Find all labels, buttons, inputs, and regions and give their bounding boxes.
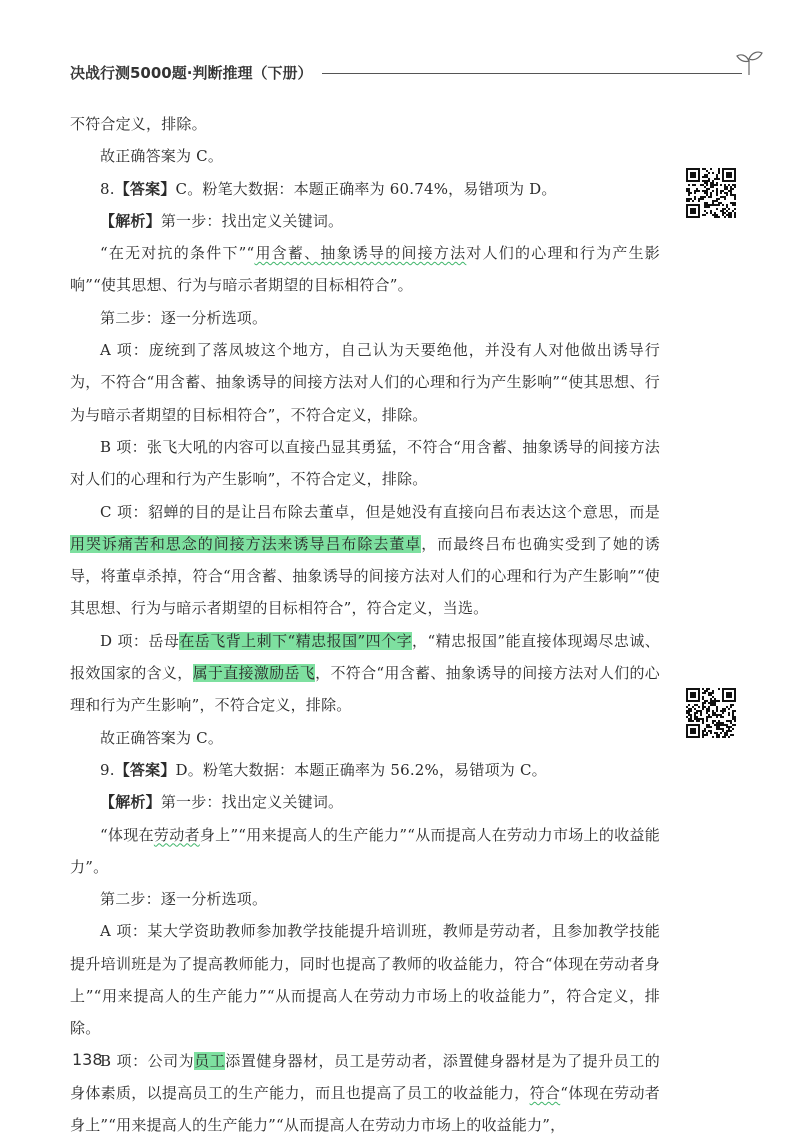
text-run: B 项：张飞大吼的内容可以直接凸显其勇猛，不符合“用含蓄、抽象诱导的间接方法对人们的心理和行为产生影响”，不符合定义，排除。 [70, 437, 660, 489]
qr-code-icon[interactable] [686, 168, 736, 218]
text-run: 第二步：逐一分析选项。 [100, 308, 268, 327]
qr-code-icon[interactable] [686, 688, 736, 738]
paragraph [70, 754, 660, 786]
text-run: B 项：公司为 [100, 1051, 195, 1070]
paragraph [70, 140, 660, 172]
paragraph [70, 431, 660, 496]
sprout-icon [734, 46, 764, 76]
text-run: ，不符合“用含蓄、抽象诱导的间接方法对人们的心理和行为产生影响”，不符合定义，排除。 [70, 664, 661, 715]
text-run: D 项：岳母 [100, 631, 180, 650]
section-label: 【答案】 [114, 179, 176, 198]
text-run: ，而最终吕布也确实受到了她的诱导，将董卓杀掉，符合“用含蓄、抽象诱导的间接方法对人们的心理和行为产生影响”“使其思想、行为与暗示者期望的目标相符合”，符合定义，当选。 [70, 534, 660, 618]
paragraph [70, 915, 660, 1044]
text-run: 9. [100, 760, 115, 779]
highlighted-text: 用哭诉痛苦和思念的间接方法来诱导吕布除去董卓 [70, 534, 422, 553]
paragraph [70, 302, 660, 334]
header-rule [322, 73, 742, 74]
text-run: 8. [100, 179, 115, 198]
underlined-keyword: 用含蓄、抽象诱导的间接方法 [254, 244, 467, 263]
text-run: 身上”“用来提高人的生产能力”“从而提高人在劳动力市场上的收益能力”。 [70, 825, 660, 876]
paragraph [70, 237, 660, 302]
header-title: 决战行测5000题·判断推理（下册） [70, 64, 313, 82]
paragraph [70, 786, 660, 818]
paragraph [70, 173, 660, 205]
paragraph [70, 334, 660, 431]
page-number: 138 [72, 1050, 103, 1069]
text-run: ，“精忠报国”能直接体现竭尽忠诚、报效国家的含义， [70, 631, 660, 683]
paragraph [70, 108, 660, 140]
text-run: 第二步：逐一分析选项。 [100, 890, 268, 909]
answer-explanation-text [70, 108, 660, 1142]
text-run: 故正确答案为 C。 [100, 147, 224, 166]
text-run: D。粉笔大数据：本题正确率为 56.2%，易错项为 C。 [175, 760, 547, 779]
paragraph [70, 722, 660, 754]
underlined-keyword: 符合 [529, 1083, 561, 1102]
paragraph [70, 883, 660, 915]
paragraph [70, 1045, 660, 1142]
text-run: 故正确答案为 C。 [100, 728, 224, 747]
text-run: A 项：某大学资助教师参加教学技能提升培训班，教师是劳动者，且参加教学技能提升培训班是为了提高教师能力，同时也提高了教师的收益能力，符合“体现在劳动者身上”“用来提高人的生产能力”“从而提高人在劳动力市场上的收益能力”，符合定义，排除。 [70, 922, 660, 1038]
paragraph [70, 205, 660, 237]
section-label: 【解析】 [100, 211, 161, 230]
paragraph [70, 819, 660, 884]
text-run: C。粉笔大数据：本题正确率为 60.74%，易错项为 D。 [175, 179, 557, 198]
page-header [70, 62, 760, 86]
highlighted-text: 在岳飞背上刺下“精忠报国”四个字 [179, 631, 413, 650]
text-run: A 项：庞统到了落凤坡这个地方，自己认为天要绝他，并没有人对他做出诱导行为，不符合“用含蓄、抽象诱导的间接方法对人们的心理和行为产生影响”“使其思想、行为与暗示者期望的目标相符合”，不符合定义，排除。 [70, 341, 660, 424]
highlighted-text: 员工 [194, 1051, 226, 1070]
text-run: “体现在劳动者身上”“用来提高人的生产能力”“从而提高人在劳动力市场上的收益能力”， [70, 1083, 660, 1135]
paragraph [70, 625, 660, 722]
text-run: 不符合定义，排除。 [70, 115, 207, 133]
section-label: 【答案】 [114, 760, 176, 779]
text-run: C 项：貂蝉的目的是让吕布除去董卓，但是她没有直接向吕布表达这个意思，而是 [100, 502, 660, 521]
text-run: “体现在 [100, 825, 154, 844]
text-run: 对人们的心理和行为产生影响”“使其思想、行为与暗示者期望的目标相符合”。 [70, 244, 660, 295]
underlined-keyword: 劳动者 [153, 825, 200, 844]
highlighted-text: 属于直接激励岳飞 [192, 664, 316, 683]
text-run: “在无对抗的条件下”“ [100, 244, 255, 263]
text-run: 第一步：找出定义关键词。 [160, 211, 344, 230]
paragraph [70, 496, 660, 625]
section-label: 【解析】 [100, 793, 161, 812]
text-run: 添置健身器材，员工是劳动者，添置健身器材是为了提升员工的身体素质，以提高员工的生产能力，而且也提高了员工的收益能力， [70, 1051, 660, 1102]
text-run: 第一步：找出定义关键词。 [160, 793, 344, 812]
